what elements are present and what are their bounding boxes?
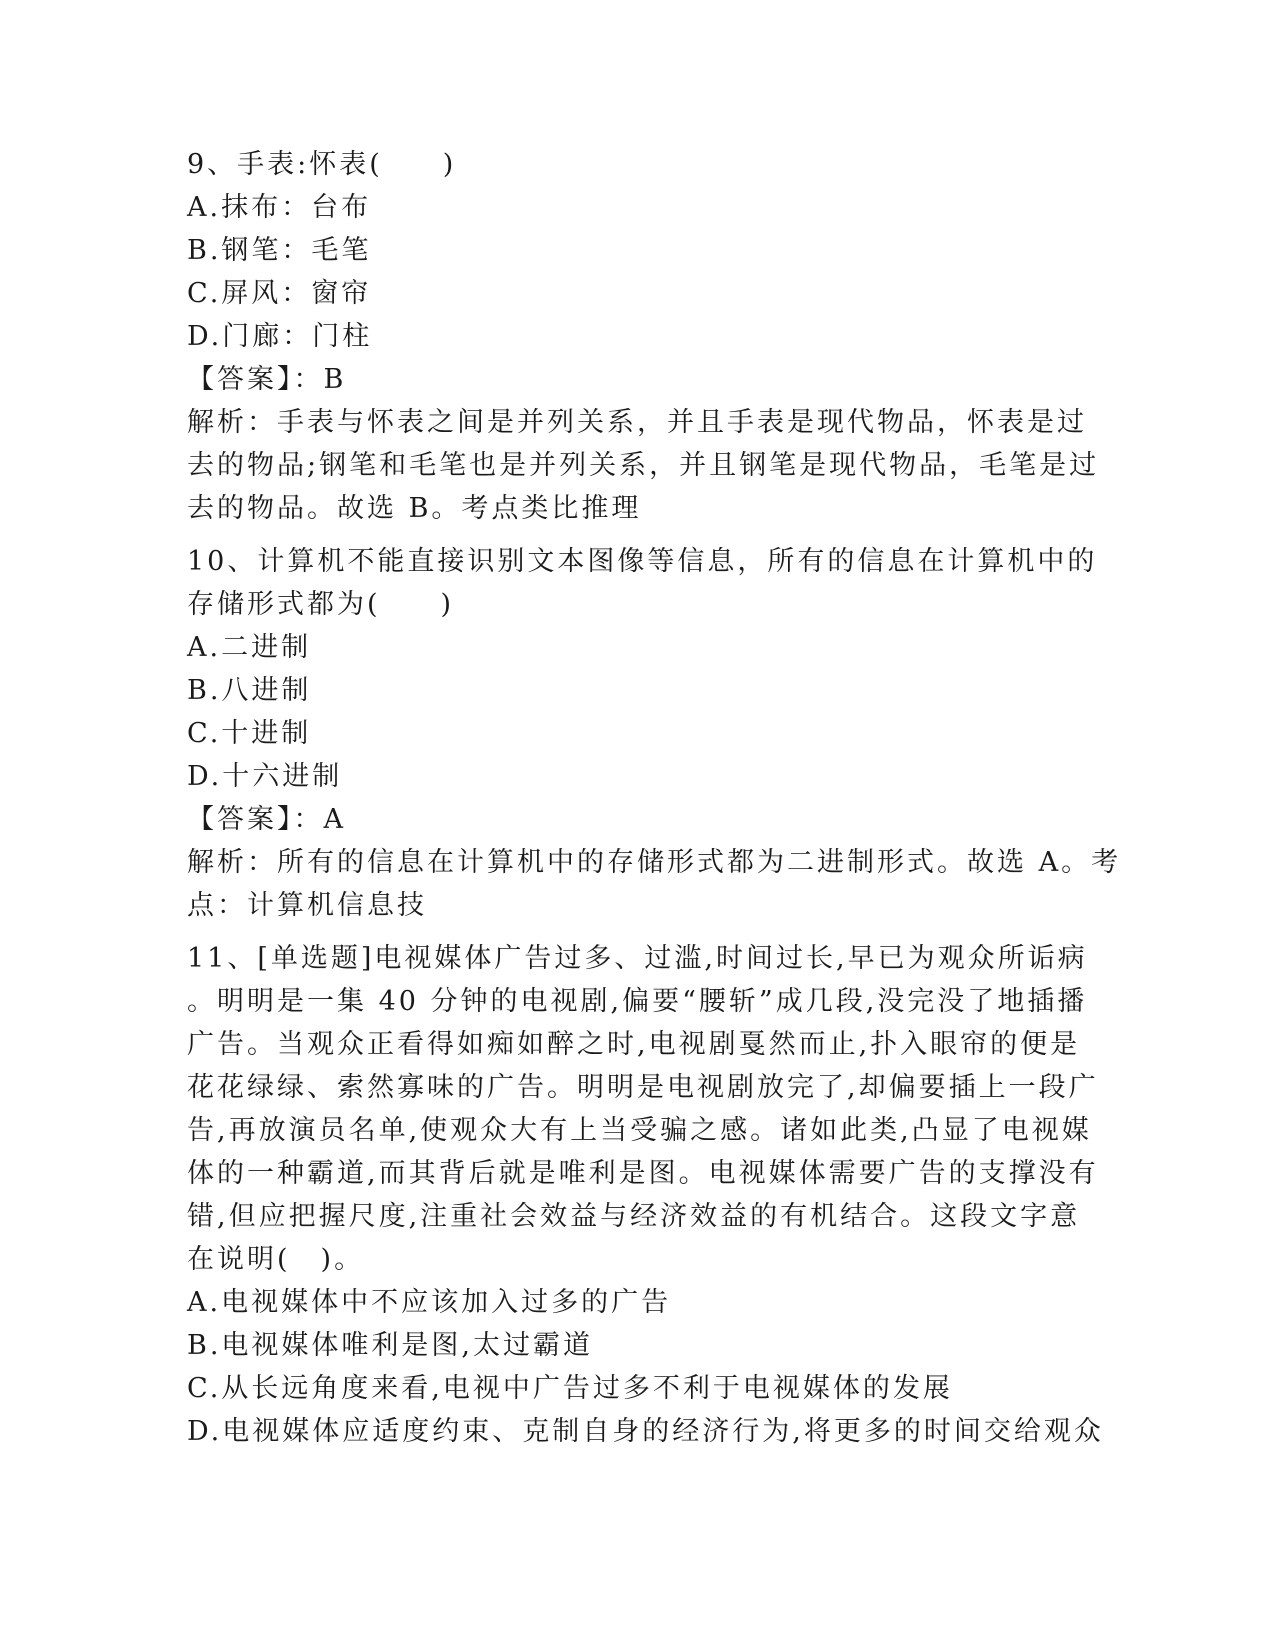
analysis-line: 点：计算机信息技: [187, 890, 427, 921]
analysis-line: 解析：所有的信息在计算机中的存储形式都为二进制形式。故选 A。考: [187, 847, 1122, 878]
question-stem: 。明明是一集 40 分钟的电视剧,偏要“腰斩”成几段,没完没了地插播: [187, 986, 1088, 1017]
analysis-line: 去的物品;钢笔和毛笔也是并列关系，并且钢笔是现代物品，毛笔是过: [187, 450, 1100, 481]
option-a: A.电视媒体中不应该加入过多的广告: [187, 1287, 672, 1318]
question-9: [187, 143, 1100, 530]
question-stem: 存储形式都为( ): [187, 589, 455, 620]
option-d: D.门廊：门柱: [187, 321, 373, 352]
option-d: D.十六进制: [187, 761, 343, 792]
option-b: B.八进制: [187, 675, 312, 706]
analysis-line: 去的物品。故选 B。考点类比推理: [187, 493, 642, 524]
question-11: [187, 937, 1104, 1453]
question-stem: 11、[单选题]电视媒体广告过多、过滥,时间过长,早已为观众所诟病: [187, 943, 1088, 974]
question-stem: 体的一种霸道,而其背后就是唯利是图。电视媒体需要广告的支撑没有: [187, 1158, 1099, 1189]
question-10: [187, 540, 1122, 927]
question-stem: 9、手表:怀表( ): [187, 149, 457, 180]
question-stem: 10、计算机不能直接识别文本图像等信息，所有的信息在计算机中的: [187, 546, 1098, 577]
option-c: C.屏风：窗帘: [187, 278, 372, 309]
option-b: B.电视媒体唯利是图,太过霸道: [187, 1330, 594, 1361]
question-stem: 广告。当观众正看得如痴如醉之时,电视剧戛然而止,扑入眼帘的便是: [187, 1029, 1081, 1060]
analysis-line: 解析：手表与怀表之间是并列关系，并且手表是现代物品，怀表是过: [187, 407, 1087, 438]
option-a: A.二进制: [187, 632, 312, 663]
option-d: D.电视媒体应适度约束、克制自身的经济行为,将更多的时间交给观众: [187, 1416, 1104, 1447]
answer: 【答案】：A: [187, 804, 346, 835]
answer: 【答案】：B: [187, 364, 347, 395]
question-stem: 在说明( )。: [187, 1244, 365, 1275]
document-page: [187, 143, 1122, 1463]
option-b: B.钢笔：毛笔: [187, 235, 372, 266]
question-stem: 花花绿绿、索然寡味的广告。明明是电视剧放完了,却偏要插上一段广: [187, 1072, 1099, 1103]
option-c: C.从长远角度来看,电视中广告过多不利于电视媒体的发展: [187, 1373, 953, 1404]
question-stem: 错,但应把握尺度,注重社会效益与经济效益的有机结合。这段文字意: [187, 1201, 1081, 1232]
option-a: A.抹布：台布: [187, 192, 372, 223]
option-c: C.十进制: [187, 718, 312, 749]
question-stem: 告,再放演员名单,使观众大有上当受骗之感。诸如此类,凸显了电视媒: [187, 1115, 1092, 1146]
